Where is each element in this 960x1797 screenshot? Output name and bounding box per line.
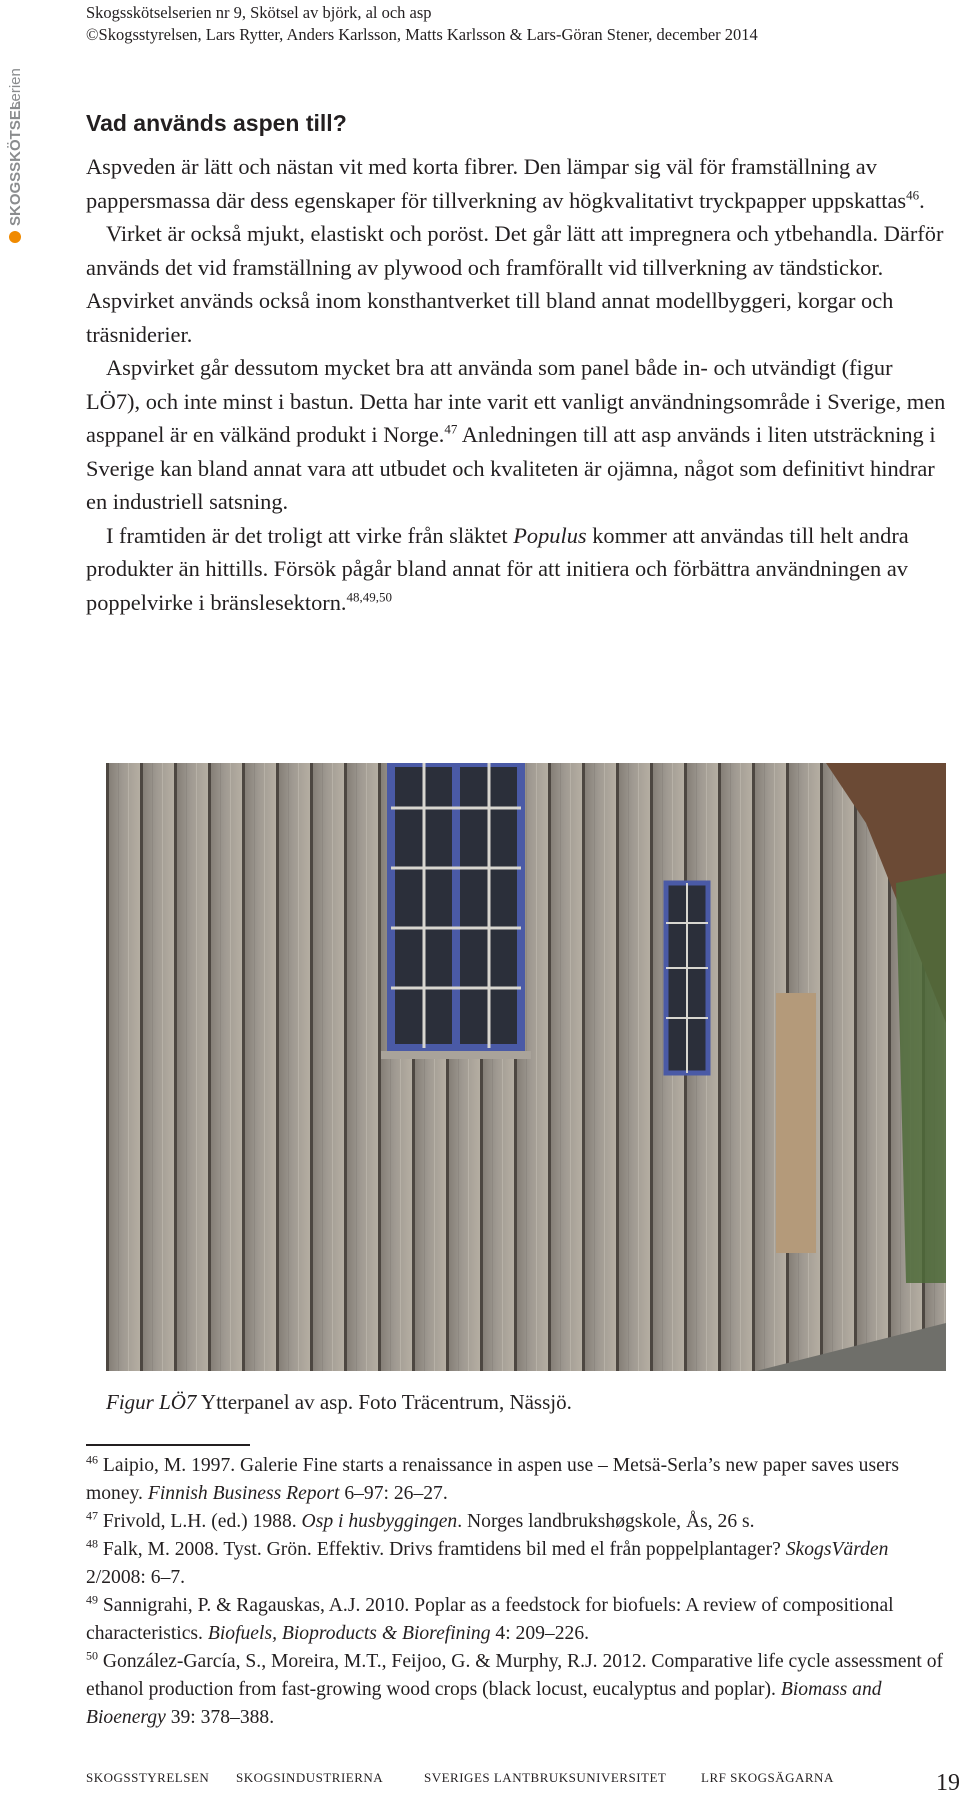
- footnote-46: $^{46}$ Laipio, M. 1997. Galerie Fine starts a renaissance in aspen use – Metsä-Serla’s new paper saves users money. Finnish Business Report 6–97: 26–27.: [86, 1452, 899, 1504]
- footnote-50: $^{50}$ González-García, S., Moreira, M.T., Feijoo, G. & Murphy, R.J. 2012. Comparative life cycle assessment of ethanol production from fast-growing wood crops (black locust, eucalyptus and poplar). Biomass and Bioenergy 39: 378–388.: [86, 1648, 944, 1728]
- footnotes: [86, 1452, 946, 1732]
- skogsskotsel-serien-logo: [0, 30, 30, 250]
- footnote-49: $^{49}$ Sannigrahi, P. & Ragauskas, A.J. 2010. Poplar as a feedstock for biofuels: A review of compositional characteristics. Biofuels, Bioproducts & Biorefining 4: 209–226.: [86, 1592, 894, 1644]
- footer-org-skogsstyrelsen: SKOGSSTYRELSEN: [86, 1770, 210, 1785]
- plank-wall: [106, 763, 946, 1371]
- footnote-divider: [86, 1444, 250, 1446]
- running-header: [86, 2, 758, 46]
- small-window: [666, 883, 708, 1073]
- footnote-48: $^{48}$ Falk, M. 2008. Tyst. Grön. Effektiv. Drivs framtidens bil med el från poppelplantager? SkogsVärden 2/2008: 6–7.: [86, 1536, 889, 1588]
- footnote-ref-47: 47: [444, 421, 458, 437]
- logo-brand: SKOGSSKÖTSEL: [7, 100, 24, 226]
- logo-suffix: serien: [7, 68, 24, 109]
- paragraph-2: Virket är också mjukt, elastiskt och poröst. Det går lätt att impregnera och ytbehandla. Därför används det vid framställning av plywood och framförallt vid tillverkning av tändstickor. Aspvirket används också inom konsthantverket till bland annat modellbyggeri, korgar och träsniderier.: [86, 221, 944, 347]
- page-footer: [86, 1764, 960, 1796]
- figure-caption-text: Ytterpanel av asp. Foto Träcentrum, Nässjö.: [196, 1390, 572, 1414]
- footnote-ref-48-50: 48,49,50: [346, 589, 393, 605]
- paragraph-1: Aspveden är lätt och nästan vit med korta fibrer. Den lämpar sig väl för framställning av pappersmassa där dess egenskaper för tillverkning av högkvalitativt tryckpapper uppskattas$^{46}$.: [86, 154, 925, 213]
- figure-photo: [106, 763, 946, 1371]
- large-window: [381, 763, 531, 1059]
- figure-caption: [106, 1390, 572, 1415]
- footer-org-slu: SVERIGES LANTBRUKSUNIVERSITET: [424, 1770, 667, 1785]
- logo-dot-icon: [9, 231, 21, 243]
- body-text: [86, 150, 946, 619]
- paragraph-4: I framtiden är det troligt att virke från släktet Populus kommer att användas till helt andra produkter än hittills. Försök pågår bland annat för att initiera och förbättra användningen av poppelvirke i bränslesektorn.$^{48,49,50}$: [86, 522, 909, 615]
- section-heading: Vad används aspen till?: [86, 110, 347, 136]
- header-copyright-line: ©Skogsstyrelsen, Lars Rytter, Anders Karlsson, Matts Karlsson & Lars-Göran Stener, december 2014: [86, 25, 758, 44]
- figure-label: Figur LÖ7: [106, 1390, 197, 1414]
- paragraph-3: Aspvirket går dessutom mycket bra att använda som panel både in- och utvändigt (figur LÖ7), och inte minst i bastun. Detta har inte varit ett vanligt användningsområde i Sverige, men asppanel är en välkänd produkt i Norge.$^{47}$ Anledningen till att asp används i liten utsträckning i Sverige kan bland annat vara att utbudet och kvaliteten är ojämna, något som definitivt hindrar en industriell satsning.: [86, 355, 946, 514]
- footer-org-lrf: LRF SKOGSÄGARNA: [701, 1770, 834, 1785]
- page-number: 19: [936, 1770, 960, 1796]
- footnote-47: $^{47}$ Frivold, L.H. (ed.) 1988. Osp i husbyggingen. Norges landbrukshøgskole, Ås, 26 s.: [86, 1508, 755, 1532]
- door: [776, 993, 816, 1253]
- footer-org-skogsindustrierna: SKOGSINDUSTRIERNA: [236, 1770, 384, 1785]
- header-series-line: Skogsskötselserien nr 9, Skötsel av björk, al och asp: [86, 3, 432, 22]
- footnote-ref-46: 46: [906, 187, 920, 203]
- genus-name: Populus: [513, 522, 587, 548]
